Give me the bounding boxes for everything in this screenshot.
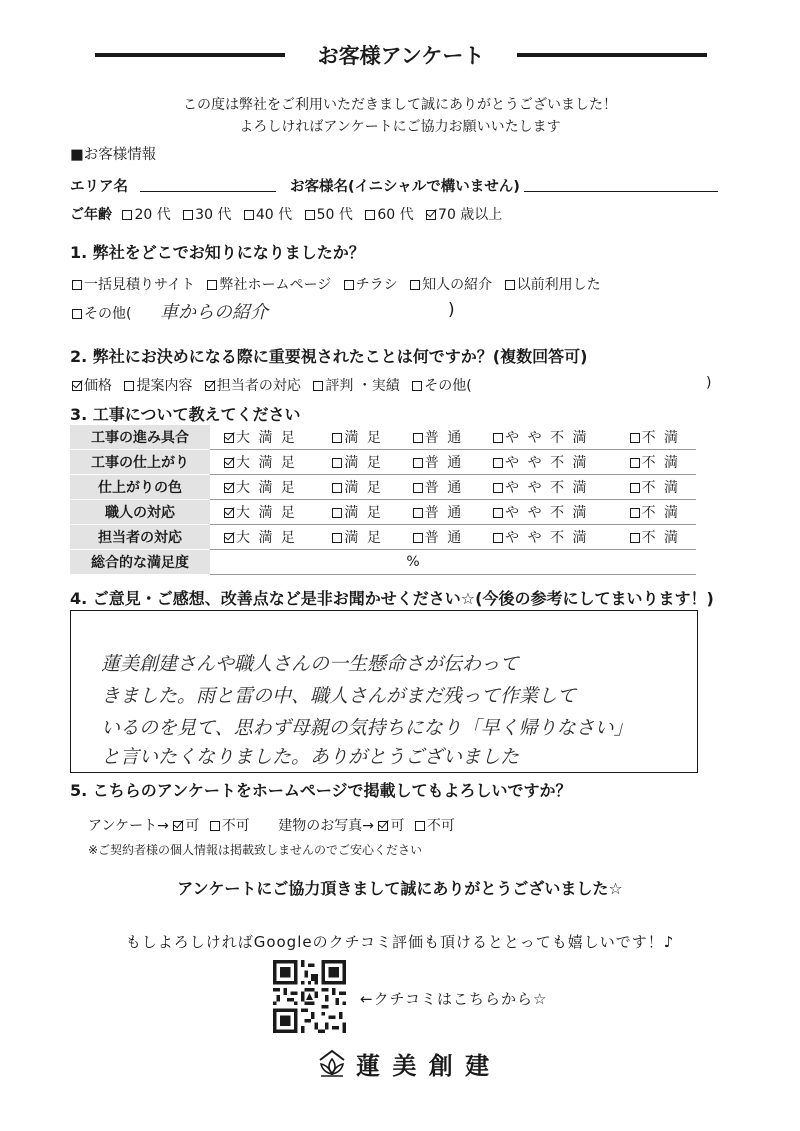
survey-title-block (95, 40, 707, 70)
overall-label: 総合的な満足度 (70, 550, 210, 575)
checkbox[interactable] (344, 280, 354, 290)
photo-publish-label: 建物のお写真→ (278, 818, 374, 834)
checkbox[interactable] (493, 433, 503, 443)
customer-name-label: お客様名(イニシャルで構いません) (290, 179, 520, 195)
age-option[interactable]: 20 代 (122, 207, 170, 223)
photo-allow-option[interactable]: 可 (378, 818, 404, 834)
q1-options (72, 274, 609, 294)
table-row (70, 550, 696, 575)
area-label: エリア名 (70, 179, 128, 195)
qr-caption: ←クチコミはこちらから☆ (360, 990, 548, 1008)
photo-deny-option[interactable]: 不可 (415, 818, 455, 834)
survey-deny-option[interactable]: 不可 (210, 818, 250, 834)
checkbox[interactable] (413, 508, 423, 518)
rating-item: 工事の進み具合 (70, 425, 210, 450)
checkbox[interactable] (415, 821, 425, 831)
checkbox[interactable] (630, 433, 640, 443)
lotus-logo-icon (316, 1048, 348, 1078)
checkbox[interactable] (413, 483, 423, 493)
checkbox-checked[interactable] (173, 821, 183, 831)
intro-line-1: この度は弊社をご利用いただきまして誠にありがとうございました！ (183, 97, 617, 113)
checkbox[interactable] (332, 483, 342, 493)
checkbox-checked[interactable] (224, 508, 234, 518)
checkbox[interactable] (413, 533, 423, 543)
survey-publish-label: アンケート→ (88, 818, 169, 834)
q4-title: 4. ご意見・ご感想、改善点など是非お聞かせください☆(今後の参考にしてまいります！) (70, 589, 714, 608)
checkbox[interactable] (244, 210, 254, 220)
checkbox[interactable] (365, 210, 375, 220)
q1-option[interactable]: 以前利用した (505, 277, 601, 293)
checkbox[interactable] (305, 210, 315, 220)
q2-close: ) (706, 375, 712, 391)
checkbox[interactable] (413, 458, 423, 468)
q1-option[interactable]: チラシ (344, 277, 398, 293)
table-row: 職人の対応 大 満 足 満 足 普 通 や や 不 満 不 満 (70, 500, 696, 525)
checkbox[interactable] (493, 458, 503, 468)
checkbox[interactable] (505, 280, 515, 290)
checkbox-checked[interactable] (224, 433, 234, 443)
checkbox[interactable] (630, 533, 640, 543)
q3-title: 3. 工事について教えてください (70, 405, 301, 424)
age-option[interactable]: 60 代 (365, 207, 413, 223)
q2-option[interactable]: その他( (412, 378, 471, 394)
checkbox[interactable] (332, 533, 342, 543)
q1-other-close: ) (448, 300, 455, 320)
checkbox-checked[interactable] (224, 533, 234, 543)
checkbox-checked[interactable] (224, 483, 234, 493)
checkbox[interactable] (630, 508, 640, 518)
checkbox[interactable] (122, 210, 132, 220)
checkbox[interactable] (313, 381, 323, 391)
q1-other-label: その他( (84, 306, 132, 322)
checkbox[interactable] (412, 381, 422, 391)
company-name: 蓮 美 創 建 (356, 1052, 492, 1080)
q1-option[interactable]: 一括見積りサイト (72, 277, 195, 293)
comment-box[interactable] (70, 610, 698, 773)
age-option[interactable]: 50 代 (305, 207, 353, 223)
rating-item: 工事の仕上がり (70, 450, 210, 475)
q1-option[interactable]: 知人の紹介 (410, 277, 492, 293)
q1-title: 1. 弊社をどこでお知りになりましたか？ (70, 243, 365, 262)
age-option[interactable]: 30 代 (183, 207, 231, 223)
age-option[interactable]: 70 歳以上 (426, 207, 502, 223)
comment-line: きました。雨と雷の中、職人さんがまだ残って作業して (101, 685, 577, 707)
checkbox[interactable] (493, 533, 503, 543)
checkbox-checked[interactable] (426, 210, 436, 220)
q5-options (88, 815, 455, 835)
area-field[interactable] (140, 191, 276, 192)
comment-line: 蓮美創建さんや職人さんの一生懸命さが伝わって (101, 653, 519, 675)
age-option[interactable]: 40 代 (244, 207, 292, 223)
satisfaction-table (70, 425, 696, 575)
customer-name-field[interactable] (524, 191, 718, 192)
checkbox[interactable] (332, 433, 342, 443)
checkbox[interactable] (207, 280, 217, 290)
checkbox[interactable] (332, 458, 342, 468)
checkbox[interactable] (183, 210, 193, 220)
q2-option[interactable]: 評判 ・実績 (313, 378, 399, 394)
checkbox[interactable] (72, 309, 82, 319)
checkbox[interactable] (493, 508, 503, 518)
q2-options (72, 375, 480, 395)
qr-code-icon[interactable] (273, 960, 346, 1033)
rating-item: 職人の対応 (70, 500, 210, 525)
survey-title: お客様アンケート (306, 44, 497, 68)
intro-line-2: よろしければアンケートにご協力お願いいたします (239, 119, 561, 135)
checkbox[interactable] (210, 821, 220, 831)
overall-percent-field[interactable]: % (210, 550, 696, 575)
q1-other-answer: 車からの紹介 (160, 302, 268, 323)
rating-item: 仕上がりの色 (70, 475, 210, 500)
privacy-note: ※ご契約者様の個人情報は掲載致しませんのでご安心ください (88, 843, 423, 857)
q1-other[interactable] (72, 303, 131, 323)
q2-title: 2. 弊社にお決めになる際に重要視されたことは何ですか？(複数回答可) (70, 347, 588, 366)
thanks-message: アンケートにご協力頂きまして誠にありがとうございました☆ (177, 879, 623, 898)
google-request: もしよろしければGoogleのクチコミ評価も頂けるととっても嬉しいです！♪ (125, 933, 675, 951)
checkbox[interactable] (630, 458, 640, 468)
table-row: 担当者の対応 大 満 足 満 足 普 通 や や 不 満 不 満 (70, 525, 696, 550)
checkbox[interactable] (493, 483, 503, 493)
customer-info-heading: ■お客様情報 (70, 147, 157, 163)
checkbox-checked[interactable] (224, 458, 234, 468)
rating-item: 担当者の対応 (70, 525, 210, 550)
q2-option[interactable]: 担当者の対応 (205, 378, 301, 394)
checkbox[interactable] (410, 280, 420, 290)
comment-line: と言いたくなりました。ありがとうございました (101, 746, 520, 768)
checkbox[interactable] (72, 280, 82, 290)
table-row: 仕上がりの色 大 満 足 満 足 普 通 や や 不 満 不 満 (70, 475, 696, 500)
checkbox[interactable] (124, 381, 134, 391)
q2-option[interactable]: 価格 (72, 378, 112, 394)
age-row (70, 204, 510, 224)
q5-title: 5. こちらのアンケートをホームページで掲載してもよろしいですか？ (70, 781, 572, 800)
age-label: ご年齢 (70, 207, 112, 223)
checkbox[interactable] (332, 508, 342, 518)
survey-allow-option[interactable]: 可 (173, 818, 199, 834)
checkbox[interactable] (413, 433, 423, 443)
q2-option[interactable]: 提案内容 (124, 378, 192, 394)
checkbox-checked[interactable] (205, 381, 215, 391)
checkbox-checked[interactable] (72, 381, 82, 391)
table-row: 工事の進み具合 大 満 足 満 足 普 通 や や 不 満 不 満 (70, 425, 696, 450)
q1-option[interactable]: 弊社ホームページ (207, 277, 331, 293)
table-row: 工事の仕上がり 大 満 足 満 足 普 通 や や 不 満 不 満 (70, 450, 696, 475)
checkbox[interactable] (630, 483, 640, 493)
comment-line: いるのを見て、思わず母親の気持ちになり「早く帰りなさい」 (101, 717, 633, 739)
checkbox-checked[interactable] (378, 821, 388, 831)
